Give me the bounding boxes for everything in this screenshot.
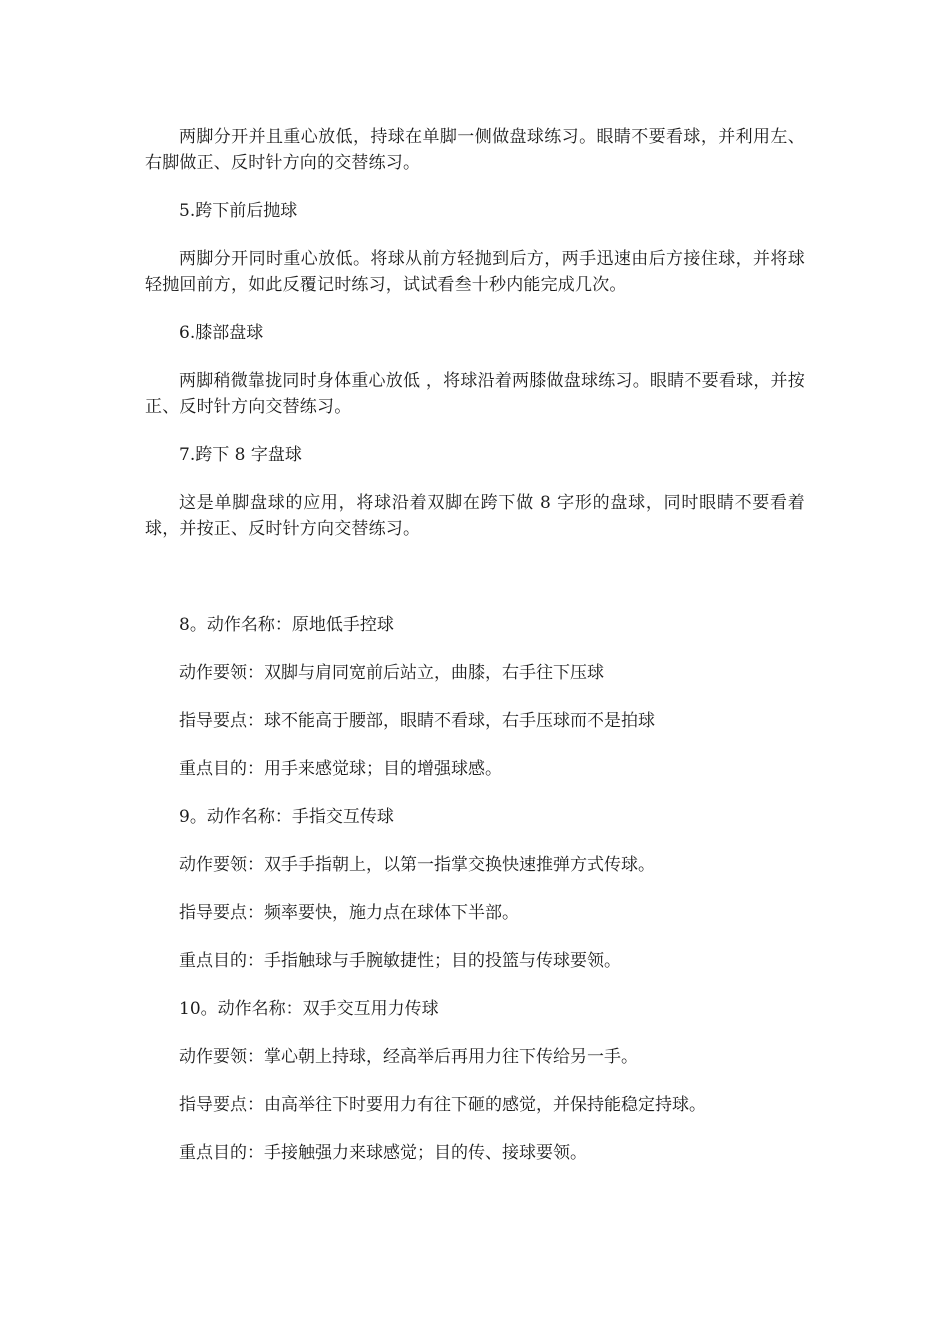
item-10-purpose: 重点目的：手接触强力来球感觉；目的传、接球要领。 (179, 1143, 587, 1163)
section-heading-8: 8。动作名称：原地低手控球 (179, 615, 394, 635)
item-9-purpose: 重点目的：手指触球与手腕敏捷性；目的投篮与传球要领。 (179, 951, 621, 971)
paragraph-knee-dribble: 两脚稍微靠拢同时身体重心放低 ，将球沿着两膝做盘球练习。眼睛不要看球，并按正、反时针方向交替练习。 (145, 371, 805, 417)
section-heading-10: 10。动作名称：双手交互用力传球 (179, 999, 439, 1019)
item-9-essentials: 动作要领：双手手指朝上，以第一指掌交换快速推弹方式传球。 (179, 855, 655, 875)
item-10-essentials: 动作要领：掌心朝上持球，经高举后再用力往下传给另一手。 (179, 1047, 638, 1067)
section-heading-5: 5.跨下前后抛球 (179, 201, 298, 221)
paragraph-dribble-one-foot: 两脚分开并且重心放低，持球在单脚一侧做盘球练习。眼睛不要看球，并利用左、右脚做正、反时针方向的交替练习。 (145, 127, 805, 173)
paragraph-toss-between-legs: 两脚分开同时重心放低。将球从前方轻抛到后方，两手迅速由后方接住球，并将球轻抛回前方，如此反覆记时练习，试试看叁十秒内能完成几次。 (145, 249, 805, 295)
section-heading-6: 6.膝部盘球 (179, 323, 264, 343)
item-8-essentials: 动作要领：双脚与肩同宽前后站立，曲膝，右手往下压球 (179, 663, 604, 683)
paragraph-figure-eight: 这是单脚盘球的应用，将球沿着双脚在跨下做 8 字形的盘球，同时眼睛不要看着球，并按正、反时针方向交替练习。 (145, 493, 805, 539)
section-heading-7: 7.跨下 8 字盘球 (179, 445, 302, 465)
section-heading-9: 9。动作名称：手指交互传球 (179, 807, 394, 827)
document-body (145, 124, 805, 1166)
item-9-guidance: 指导要点：频率要快，施力点在球体下半部。 (179, 903, 519, 923)
item-8-guidance: 指导要点：球不能高于腰部，眼睛不看球，右手压球而不是拍球 (179, 711, 655, 731)
item-10-guidance: 指导要点：由高举往下时要用力有往下砸的感觉，并保持能稳定持球。 (179, 1095, 706, 1115)
item-8-purpose: 重点目的：用手来感觉球；目的增强球感。 (179, 759, 502, 779)
